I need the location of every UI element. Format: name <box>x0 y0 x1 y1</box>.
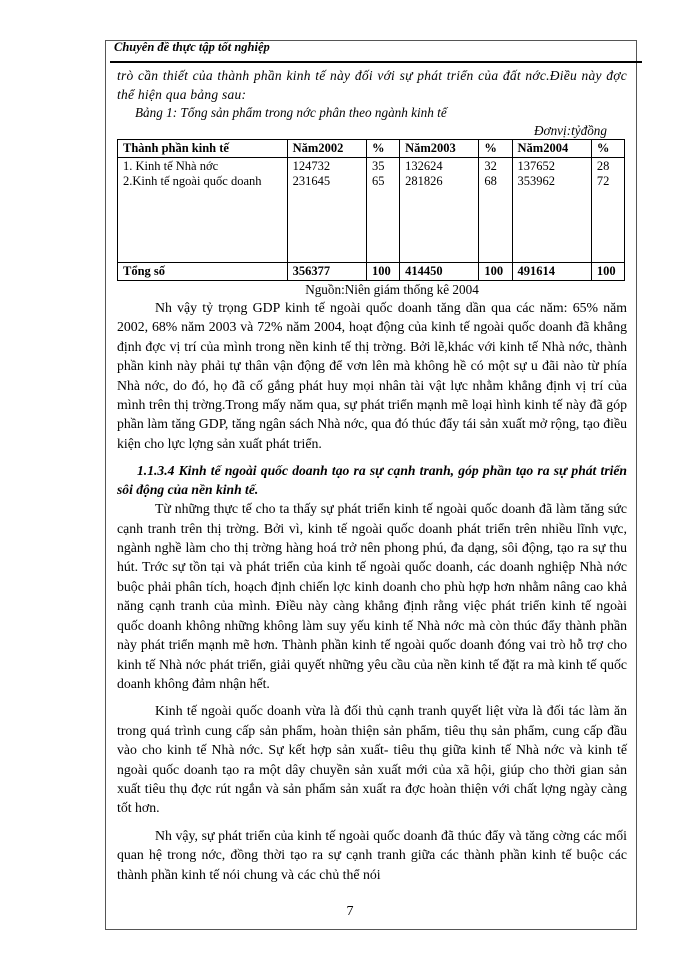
pct-nonstate-2002: 65 <box>371 174 385 188</box>
total-pct-2004: 100 <box>591 263 624 281</box>
cell-2004 <box>512 158 591 263</box>
pct-state-2002: 35 <box>371 159 385 173</box>
col-header-pct-2003: % <box>479 140 512 158</box>
table-row <box>118 158 625 263</box>
page-number: 7 <box>346 904 354 919</box>
col-header-pct-2002: % <box>366 140 399 158</box>
col-header-2002: Năm2002 <box>287 140 366 158</box>
cell-2002 <box>287 158 366 263</box>
header-rule <box>110 61 642 63</box>
paragraph-3: Kinh tế ngoài quốc doanh vừa là đối thủ cạnh tranh quyết liệt vừa là đối tác làm ăn trong quá trình cung cấp sản phẩm, hoàn thiện sản phẩm, tiêu thụ sản phẩm, cung cấp đầu vào cho kinh tế Nhà nớc. Sự kết hợp sản xuất- tiêu thụ giữa kinh tế Nhà nớc và kinh tế ngoài quốc doanh tạo ra một dây chuyền sản xuất mới của xã hội, giúp cho thời gian sản xuất tiêu thụ đợc rút ngắn và sản phẩm sản xuất ra đợc hoàn thiện với chất lợng ngày càng tốt hơn. <box>117 703 627 816</box>
value-state-2004: 137652 <box>517 159 556 173</box>
cell-sector <box>118 158 288 263</box>
pct-nonstate-2003: 68 <box>484 174 497 188</box>
running-header: Chuyên đề thực tập tốt nghiệp <box>114 40 270 54</box>
col-header-pct-2004: % <box>591 140 624 158</box>
total-2003: 414450 <box>400 263 479 281</box>
value-nonstate-2002: 231645 <box>292 174 331 188</box>
value-nonstate-2003: 281826 <box>405 174 443 188</box>
sector-nonstate: 2.Kinh tế ngoài quốc doanh <box>123 174 262 188</box>
cell-pct-2003 <box>479 158 512 263</box>
table-source: Nguồn:Niên giám thống kê 2004 <box>305 282 479 297</box>
table-unit: Đơnvị:tỷđồng <box>534 123 607 138</box>
intro-text: trò cần thiết của thành phần kinh tế này đối với sự phát triển của đất nớc.Điều này đợc thể hiện qua bảng sau: <box>117 68 627 102</box>
value-state-2002: 124732 <box>292 159 331 173</box>
table-total-row <box>118 263 625 281</box>
total-label: Tổng số <box>118 263 288 281</box>
gdp-table <box>117 139 625 281</box>
total-2004: 491614 <box>512 263 591 281</box>
col-header-2004: Năm2004 <box>512 140 591 158</box>
total-pct-2002: 100 <box>366 263 399 281</box>
pct-state-2004: 28 <box>596 159 610 173</box>
page-content <box>117 66 627 884</box>
paragraph-1: Nh vậy tỷ trọng GDP kinh tế ngoài quốc doanh tăng dần qua các năm: 65% năm 2002, 68% năm 2003 và 72% năm 2004, hoạt động của kinh tế ngoài quốc doanh đã khẳng định đợc vị trí của mình trong nền kinh tế thị trờng. Bởi lẽ,khác với kinh tế Nhà nớc, thành phần kinh này phải tự thân vận động để vơn lên mà không hề có một sự u đãi nào từ phía Nhà nớc, do đó, họ đã cố gắng phát huy mọi nhân tài vật lực nhằm khẳng định vị trí của mình trên thị trờng.Trong mấy năm qua, sự phát triển mạnh mẽ loại hình kinh tế này đã góp phần làm tăng GDP, tăng ngân sách Nhà nớc, qua đó thúc đẩy tái sản xuất mở rộng, tạo điều kiện cho lực lợng sản xuất phát triển. <box>117 300 627 451</box>
section-heading: 1.1.3.4 Kinh tế ngoài quốc doanh tạo ra sự cạnh tranh, góp phần tạo ra sự phát triển sôi động của nền kinh tế. <box>117 463 627 498</box>
col-header-2003: Năm2003 <box>400 140 479 158</box>
value-state-2003: 132624 <box>405 159 443 173</box>
pct-nonstate-2004: 72 <box>596 174 610 188</box>
cell-pct-2002 <box>366 158 399 263</box>
cell-2003 <box>400 158 479 263</box>
paragraph-2: Từ những thực tế cho ta thấy sự phát triển kinh tế ngoài quốc doanh đã làm tăng sức cạnh tranh trên thị trờng. Bởi vì, kinh tế ngoài quốc doanh phát triển trên nhiều lĩnh vực, ngành nghề làm cho thị trờng hàng hoá trở nên phong phú, đa dạng, sôi động, tạo ra sự thu hút. Trớc sự tồn tại và phát triển của kinh tế ngoài quốc doanh, các doanh nghiệp Nhà nớc buộc phải phân tích, hoạch định chiến lợc kinh doanh cho phù hợp hơn nhằm nâng cao khả năng cạnh tranh của mình. Điều này càng khẳng định rằng việc phát triển kinh tế ngoài quốc doanh không những không làm suy yếu kinh tế Nhà nớc mà còn thúc đẩy thành phần này phát triển mạnh mẽ hơn. Thành phần kinh tế ngoài quốc doanh đóng vai trò hỗ trợ cho kinh tế Nhà nớc phát triển, giải quyết những yêu cầu của nền kinh tế đặt ra mà kinh tế quốc doanh không đảm nhận hết. <box>117 501 627 691</box>
table-caption: Bảng 1: Tổng sản phẩm trong nớc phân theo ngành kinh tế <box>135 105 447 120</box>
sector-state: 1. Kinh tế Nhà nớc <box>123 159 219 173</box>
total-pct-2003: 100 <box>479 263 512 281</box>
paragraph-4: Nh vậy, sự phát triển của kinh tế ngoài quốc doanh đã thúc đẩy và tăng cờng các mối quan hệ trong nớc, đồng thời tạo ra sự cạnh tranh giữa các thành phần kinh tế buộc các thành phần kinh tế nói chung và các chủ thể nói <box>117 827 627 882</box>
total-2002: 356377 <box>287 263 366 281</box>
table-header-row <box>118 140 625 158</box>
pct-state-2003: 32 <box>484 159 497 173</box>
value-nonstate-2004: 353962 <box>517 174 556 188</box>
col-header-sector: Thành phần kinh tế <box>118 140 288 158</box>
cell-pct-2004 <box>591 158 624 263</box>
